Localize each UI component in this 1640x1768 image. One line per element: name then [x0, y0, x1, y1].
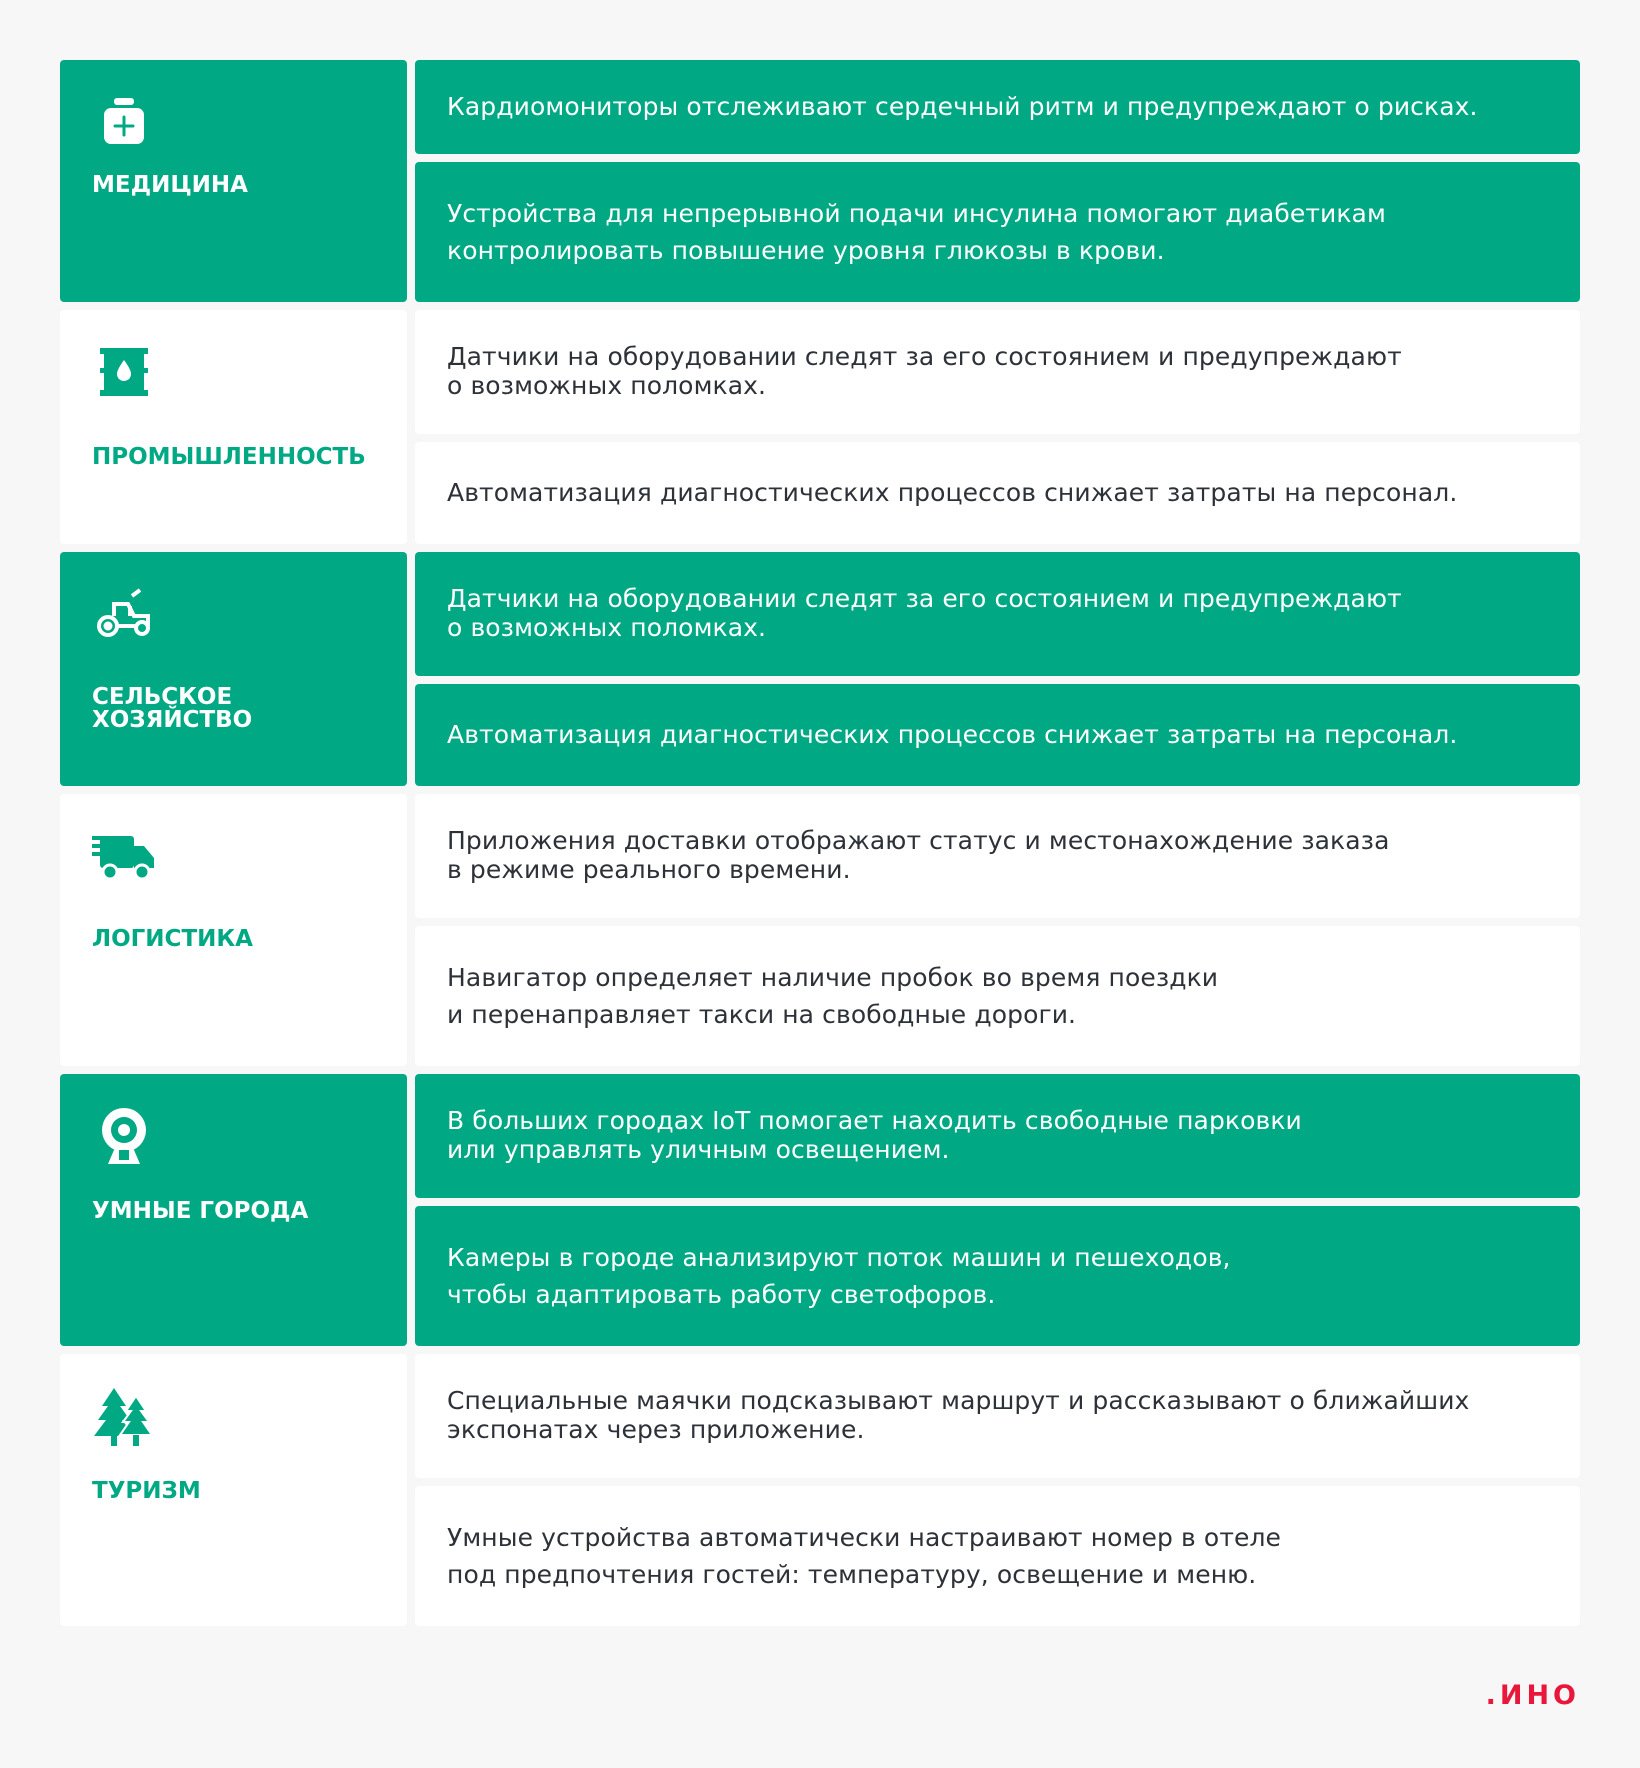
item-card [415, 1074, 1580, 1198]
category-name: ТУРИЗМ [92, 1478, 201, 1504]
item-card [415, 552, 1580, 676]
category-cell [60, 552, 407, 786]
item-list [415, 310, 1580, 544]
item-card [415, 442, 1580, 544]
row-tourism [60, 1354, 1580, 1626]
category-cell [60, 794, 407, 1066]
item-card [415, 162, 1580, 302]
item-text: Приложения доставки отображают статус и местонахождение заказа в режиме реального времени. [447, 826, 1390, 884]
tractor-icon [92, 582, 156, 646]
item-list [415, 1354, 1580, 1626]
item-text: Кардиомониторы отслеживают сердечный ритм и предупреждают о рисках. [447, 91, 1478, 121]
category-name: СЕЛЬСКОЕ ХОЗЯЙСТВО [92, 684, 253, 733]
item-text: Автоматизация диагностических процессов снижает затраты на персонал. [447, 477, 1458, 507]
category-name: ПРОМЫШЛЕННОСТЬ [92, 444, 366, 470]
category-cell [60, 1074, 407, 1346]
item-text: Умные устройства автоматически настраивают номер в отеле под предпочтения гостей: температуру, освещение и меню. [447, 1522, 1282, 1589]
row-smart-cities [60, 1074, 1580, 1346]
item-card [415, 684, 1580, 786]
row-logistics [60, 794, 1580, 1066]
category-cell [60, 60, 407, 302]
item-text: Камеры в городе анализируют поток машин и пешеходов, чтобы адаптировать работу светофоров. [447, 1242, 1231, 1309]
item-list [415, 552, 1580, 786]
brand-logo: .ИНО [1485, 1680, 1580, 1711]
item-card [415, 310, 1580, 434]
item-text: Автоматизация диагностических процессов снижает затраты на персонал. [447, 719, 1458, 749]
item-text: Датчики на оборудовании следят за его состоянием и предупреждают о возможных поломках. [447, 584, 1402, 642]
row-medicine [60, 60, 1580, 302]
category-cell [60, 310, 407, 544]
category-cell [60, 1354, 407, 1626]
category-name: МЕДИЦИНА [92, 172, 248, 198]
item-text: Специальные маячки подсказывают маршрут и рассказывают о ближайших экспонатах через приложение. [447, 1386, 1470, 1444]
item-card [415, 1486, 1580, 1626]
item-card [415, 60, 1580, 154]
item-text: В больших городах IoT помогает находить свободные парковки или управлять уличным освещением. [447, 1106, 1302, 1164]
pine-trees-icon [92, 1384, 156, 1448]
item-text: Устройства для непрерывной подачи инсулина помогают диабетикам контролировать повышение уровня глюкозы в крови. [447, 198, 1386, 265]
webcam-icon [92, 1104, 156, 1168]
category-name: ЛОГИСТИКА [92, 926, 253, 952]
delivery-truck-icon [92, 824, 156, 888]
item-card [415, 794, 1580, 918]
row-industry [60, 310, 1580, 544]
iot-applications-table [60, 60, 1580, 1634]
item-list [415, 794, 1580, 1066]
medicine-jar-icon [92, 90, 156, 154]
oil-barrel-icon [92, 340, 156, 404]
item-card [415, 926, 1580, 1066]
item-text: Навигатор определяет наличие пробок во время поездки и перенаправляет такси на свободные дороги. [447, 962, 1219, 1029]
category-name: УМНЫЕ ГОРОДА [92, 1198, 309, 1224]
item-card [415, 1354, 1580, 1478]
row-agriculture [60, 552, 1580, 786]
item-list [415, 1074, 1580, 1346]
item-card [415, 1206, 1580, 1346]
item-list [415, 60, 1580, 302]
item-text: Датчики на оборудовании следят за его состоянием и предупреждают о возможных поломках. [447, 342, 1402, 400]
